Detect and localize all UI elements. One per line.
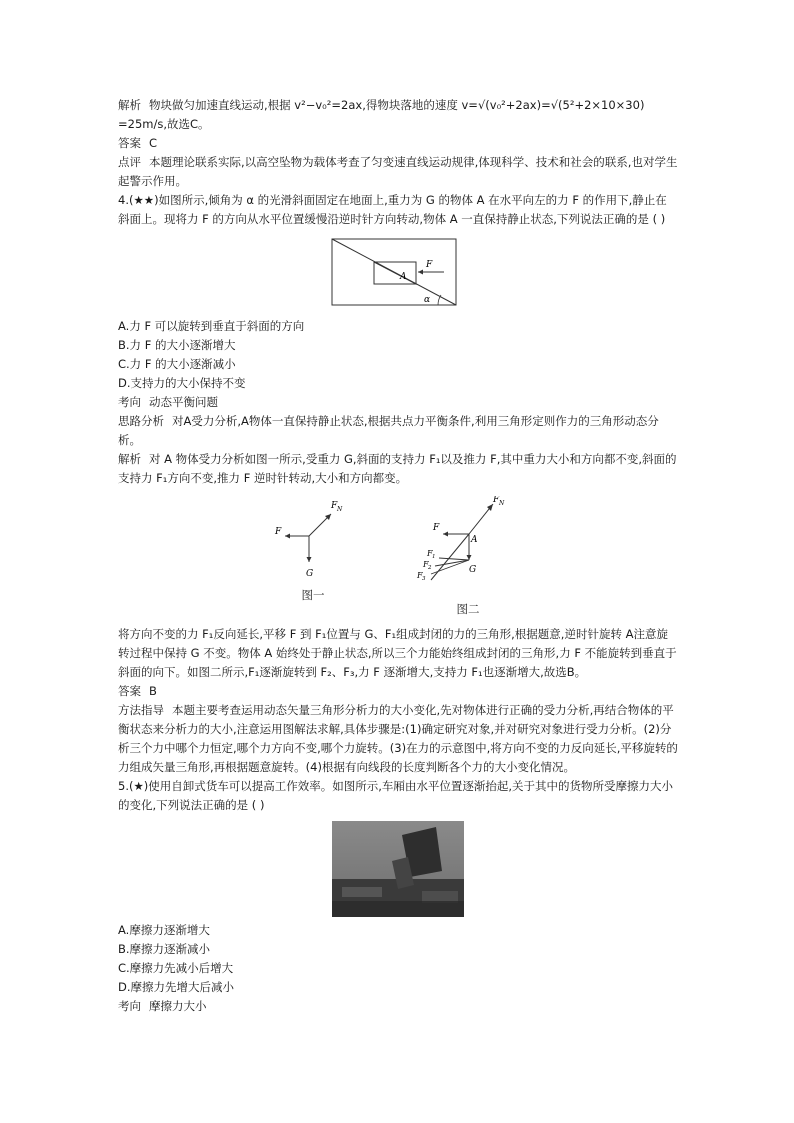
g-label: G xyxy=(469,565,477,575)
f3-sub-label: 3 xyxy=(422,576,426,582)
q3-analysis xyxy=(118,96,678,115)
thinking-label: 思路分析 xyxy=(118,414,164,428)
force-diagrams xyxy=(118,496,678,619)
force-arrowhead xyxy=(418,270,423,275)
f3-vector xyxy=(431,560,469,574)
q4-thinking xyxy=(118,412,678,450)
q4-option-d: D.支持力的大小保持不变 xyxy=(118,376,246,390)
g-arrowhead xyxy=(467,555,472,560)
support-extension xyxy=(431,534,469,580)
comment-text: 本题理论联系实际,以高空坠物为载体考查了匀变速直线运动规律,体现科学、技术和社会的联系,也对学生起警示作用。 xyxy=(118,155,678,188)
f-arrowhead xyxy=(285,534,290,539)
analysis-text: 对 A 物体受力分析如图一所示,受重力 G,斜面的支持力 F₁以及推力 F,其中重力大小和方向都不变,斜面的支持力 F₁方向不变,推力 F 逆时针转动,大小和方向都变。 xyxy=(118,452,677,485)
q4-stem: 4.(★★)如图所示,倾角为 α 的光滑斜面固定在地面上,重力为 G 的物体 A 在水平向左的力 F 的作用下,静止在斜面上。现将力 F 的方向从水平位置缓慢沿逆时针方向转动,物体 A 一直保持静止状态,下列说法正确的是 ( ) xyxy=(118,193,667,226)
topic-text: 摩擦力大小 xyxy=(149,999,207,1013)
topic-text: 动态平衡问题 xyxy=(149,395,218,409)
q3-answer xyxy=(118,134,678,153)
comment-label: 点评 xyxy=(118,155,141,169)
figure-one-diagram xyxy=(273,496,353,580)
fn-label: F xyxy=(493,496,500,505)
q5-option-a: A.摩擦力逐渐增大 xyxy=(118,923,210,937)
figure-one-caption: 图一 xyxy=(301,588,325,602)
analysis-label: 解析 xyxy=(118,452,141,466)
fn-label: F xyxy=(331,501,338,511)
q4-method xyxy=(118,701,678,777)
g-arrowhead xyxy=(307,557,312,562)
q4-option-b: B.力 F 的大小逐渐增大 xyxy=(118,338,236,352)
topic-label: 考向 xyxy=(118,999,141,1013)
analysis-text: 物块做匀加速直线运动,根据 v²−v₀²=2ax,得物块落地的速度 v=√(v₀²+2ax)=√(5²+2×10×30) xyxy=(149,98,645,112)
q4-topic xyxy=(118,393,678,412)
f-label: F xyxy=(433,523,440,533)
block-label: A xyxy=(400,272,407,282)
figure-two-diagram xyxy=(413,496,523,594)
fn-sub-label: N xyxy=(337,506,343,513)
answer-value: C xyxy=(149,136,158,150)
q4-analysis-continued: 将方向不变的力 F₁反向延长,平移 F 到 F₁位置与 G、F₁组成封闭的力的三角形,根据题意,逆时针旋转 A注意旋转过程中保持 G 不变。物体 A 始终处于静止状态,所以三个力能始终组成封闭的三角形,力 F 不能旋转到垂直于斜面的向下。如图二所示,F₁逐渐旋转到 F₂、F₃,力 F 逐渐增大,支持力 F₁也逐渐增大,故选B。 xyxy=(118,627,677,679)
f-arrowhead xyxy=(443,532,448,537)
figure-two-caption: 图二 xyxy=(456,602,480,616)
answer-label: 答案 xyxy=(118,136,141,150)
f1-label: F xyxy=(427,549,433,558)
document-page xyxy=(118,96,678,1016)
g-label: G xyxy=(306,569,314,579)
f-label: F xyxy=(275,527,282,537)
method-label: 方法指导 xyxy=(118,703,164,717)
rubble-pile xyxy=(342,887,382,897)
thinking-text: 对A受力分析,A物体一直保持静止状态,根据共点力平衡条件,利用三角形定则作力的三角形动态分析。 xyxy=(118,414,659,447)
incline-figure xyxy=(328,235,468,311)
foreground-debris xyxy=(332,901,464,917)
q4-option-c: C.力 F 的大小逐渐减小 xyxy=(118,357,236,371)
q5-option-d: D.摩擦力先增大后减小 xyxy=(118,980,235,994)
angle-label: α xyxy=(424,295,431,305)
q5-stem: 5.(★)使用自卸式货车可以提高工作效率。如图所示,车厢由水平位置逐渐抬起,关于其中的货物所受摩擦力大小的变化,下列说法正确的是 ( ) xyxy=(118,779,674,812)
force-label: F xyxy=(426,260,433,270)
fn-sub-label: N xyxy=(499,500,505,507)
f2-sub-label: 2 xyxy=(428,565,432,571)
f2-label: F xyxy=(423,560,429,569)
answer-value: B xyxy=(149,684,157,698)
q5-option-b: B.摩擦力逐渐减小 xyxy=(118,942,211,956)
q5-topic xyxy=(118,997,678,1016)
analysis-label: 解析 xyxy=(118,98,141,112)
q3-analysis-result: =25m/s,故选C。 xyxy=(118,117,210,131)
f2-vector xyxy=(435,560,469,566)
q4-answer xyxy=(118,682,678,701)
figure-two xyxy=(413,496,523,619)
f1-sub-label: 1 xyxy=(432,554,436,560)
q5-option-c: C.摩擦力先减小后增大 xyxy=(118,961,234,975)
block-a xyxy=(374,262,416,284)
dump-truck-photo xyxy=(332,821,464,917)
q4-analysis xyxy=(118,450,678,488)
method-text: 本题主要考查运用动态矢量三角形分析力的大小变化,先对物体进行正确的受力分析,再结合物体的平衡状态来分析力的大小,注意运用图解法求解,具体步骤是:(1)确定研究对象,并对研究对象进行受力分析。(2)分析三个力中哪个力恒定,哪个力方向不变,哪个力旋转。(3)在力的示意图中,将方向不变的力反向延长,平移旋转的力组成矢量三角形,再根据题意旋转。(4)根据有向线段的长度判断各个力的大小变化情况。 xyxy=(118,703,678,774)
answer-label: 答案 xyxy=(118,684,141,698)
a-label: A xyxy=(471,535,478,545)
f1-vector xyxy=(439,558,469,560)
f3-label: F xyxy=(417,571,423,580)
figure-one xyxy=(273,496,353,619)
q3-comment xyxy=(118,153,678,191)
q4-option-a: A.力 F 可以旋转到垂直于斜面的方向 xyxy=(118,319,305,333)
topic-label: 考向 xyxy=(118,395,141,409)
